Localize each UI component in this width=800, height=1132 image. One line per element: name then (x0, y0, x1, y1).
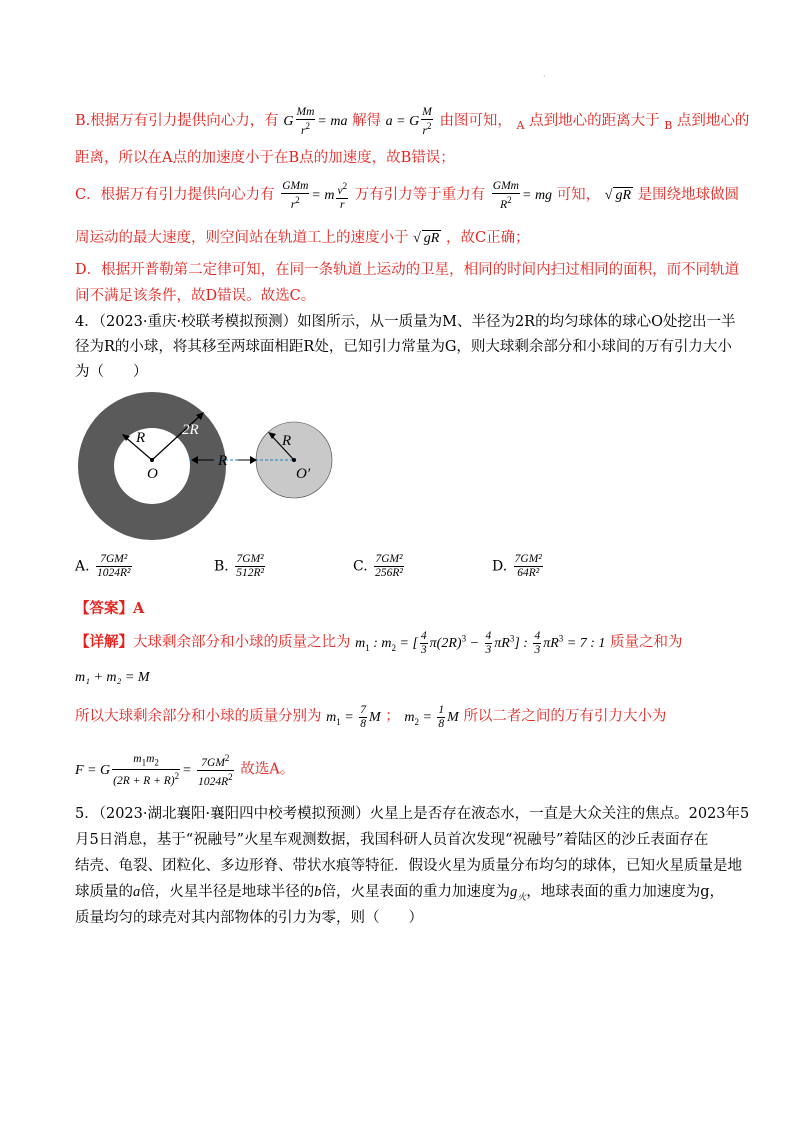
label-o: O (147, 466, 158, 482)
g-mars-symbol: $g_火$ (510, 884, 527, 902)
q4-line2: 径为R的小球，将其移至两球面相距R处，已知引力常量为G，则大球剩余部分和小球间的万有引力大小 (75, 339, 732, 355)
formula-b2: a = G $\frac{M}{r^2}$ (385, 106, 432, 137)
center-o-prime (292, 458, 296, 462)
formula-c2: $\frac{\text{GMm}}{R^2}$ = mg (492, 180, 553, 211)
label-r-cavity: R (136, 430, 146, 446)
solution-c-line2: 周运动的最大速度，则空间站在轨道工上的速度小于 √ gR ，故C正确； (75, 230, 530, 246)
q5-line3: 结壳、龟裂、团粒化、多边形脊、带状水痕等特征．假设火星为质量分布均匀的球体，已知火星质量是地 (75, 858, 742, 874)
label-r-small: R (282, 433, 292, 449)
formula-m2: $m_2$ = $\frac{1}{8}$ M (404, 704, 459, 730)
solution-b-line2: 距离，所以在A点的加速度小于在B点的加速度，故B错误； (75, 150, 455, 166)
solution-b-line1: B.根据万有引力提供向心力，有 G $\frac{Mm}{r^2}$ = ma 解得 a = G $\frac{M}{r^2}$ 由图可知， $_A$ 点到地心的距离大于 $_B$ 点到地心的 (75, 106, 750, 137)
solution-d-line2: 间不满足该条件，故D错误。故选C。 (75, 288, 316, 304)
center-o (150, 458, 154, 462)
page-mark: · (543, 72, 546, 81)
formula-force: F = G $\frac{m_1m_2}{(2R + R + R)^2}$ = $\frac{7GM^2}{1024R^2}$ (75, 752, 233, 788)
q5-line2: 月5日消息，基于“祝融号”火星车观测数据，我国科研人员首次发现“祝融号”着陆区的沙丘表面存在 (75, 832, 709, 848)
option-d[interactable]: D. $\frac{\text{7GM²}}{\text{64R²}}$ (492, 553, 542, 579)
q5-line4: 球质量的a倍，火星半径是地球半径的b倍，火星表面的重力加速度为$g_火$，地球表面的重力加速度为g， (75, 884, 725, 902)
label-2r: 2R (182, 422, 199, 438)
formula-m1: $m_1$ = $\frac{7}{8}$ M (326, 704, 381, 730)
formula-mass-ratio: $m_1$ : $m_2$ = [ $\frac{4}{3}$ $\pi(2R)^3$ − $\frac{4}{3}$ $\pi R^3$] : $\frac{4}{3}$ $\pi R^3 = 7$ : 1 (355, 630, 606, 656)
answer: 【答案】A (75, 600, 145, 617)
option-a[interactable]: A. $\frac{\text{7GM²}}{\text{1024R²}}$ (75, 553, 131, 579)
sphere-figure (72, 390, 352, 545)
q5-line5: 质量均匀的球壳对其内部物体的引力为零，则（ ） (75, 910, 423, 926)
formula-b1: G $\frac{Mm}{r^2}$ = ma (283, 106, 348, 137)
formula-sqrt-gr: √ gR (604, 188, 632, 204)
detail-line1: 【详解】大球剩余部分和小球的质量之比为 $m_1$ : $m_2$ = [ $\frac{4}{3}$ $\pi(2R)^3$ − $\frac{4}{3}$ $\pi R^3$] : $\frac{4}{3}$ $\pi R^3 = 7$ : 1 质量之和为 (75, 630, 683, 656)
formula-sqrt-gr-2: √ gR (413, 231, 440, 246)
option-c[interactable]: C. $\frac{\text{7GM²}}{\text{256R²}}$ (353, 553, 403, 579)
detail-line3: 所以大球剩余部分和小球的质量分别为 $m_1$ = $\frac{7}{8}$ M ； $m_2$ = $\frac{1}{8}$ M 所以二者之间的万有引力大小为 (75, 704, 667, 730)
label-r-gap: R (218, 453, 228, 469)
q4-line3: 为（ ） (75, 364, 148, 380)
label-o-prime: O′ (296, 466, 311, 482)
detail-sum: m₁ + m₂ = M (75, 670, 150, 685)
detail-line4: F = G $\frac{m_1m_2}{(2R + R + R)^2}$ = $\frac{7GM^2}{1024R^2}$ 故选A。 (75, 752, 295, 788)
q5-line1: 5．（2023·湖北襄阳·襄阳四中校考模拟预测）火星上是否存在液态水，一直是大众关注的焦点。2023年5 (75, 806, 750, 822)
option-b[interactable]: B. $\frac{\text{7GM²}}{\text{512R²}}$ (214, 553, 264, 579)
solution-d-line1: D．根据开普勒第二定律可知，在同一条轨道上运动的卫星，相同的时间内扫过相同的面积，而不同轨道 (75, 262, 740, 278)
formula-c1: $\frac{\text{GMm}}{r^2}$ = m $\frac{v^2}{r}$ (282, 180, 348, 211)
q4-line1: 4．（2023·重庆·校联考模拟预测）如图所示，从一质量为M、半径为2R的均匀球体的球心O处挖出一半 (75, 314, 736, 330)
solution-c-line1: C．根据万有引力提供向心力有 $\frac{\text{GMm}}{r^2}$ = m $\frac{v^2}{r}$ 万有引力等于重力有 $\frac{\text{GMm}}{R^2}$ = mg 可知， √ gR 是围绕地球做圆 (75, 180, 740, 211)
